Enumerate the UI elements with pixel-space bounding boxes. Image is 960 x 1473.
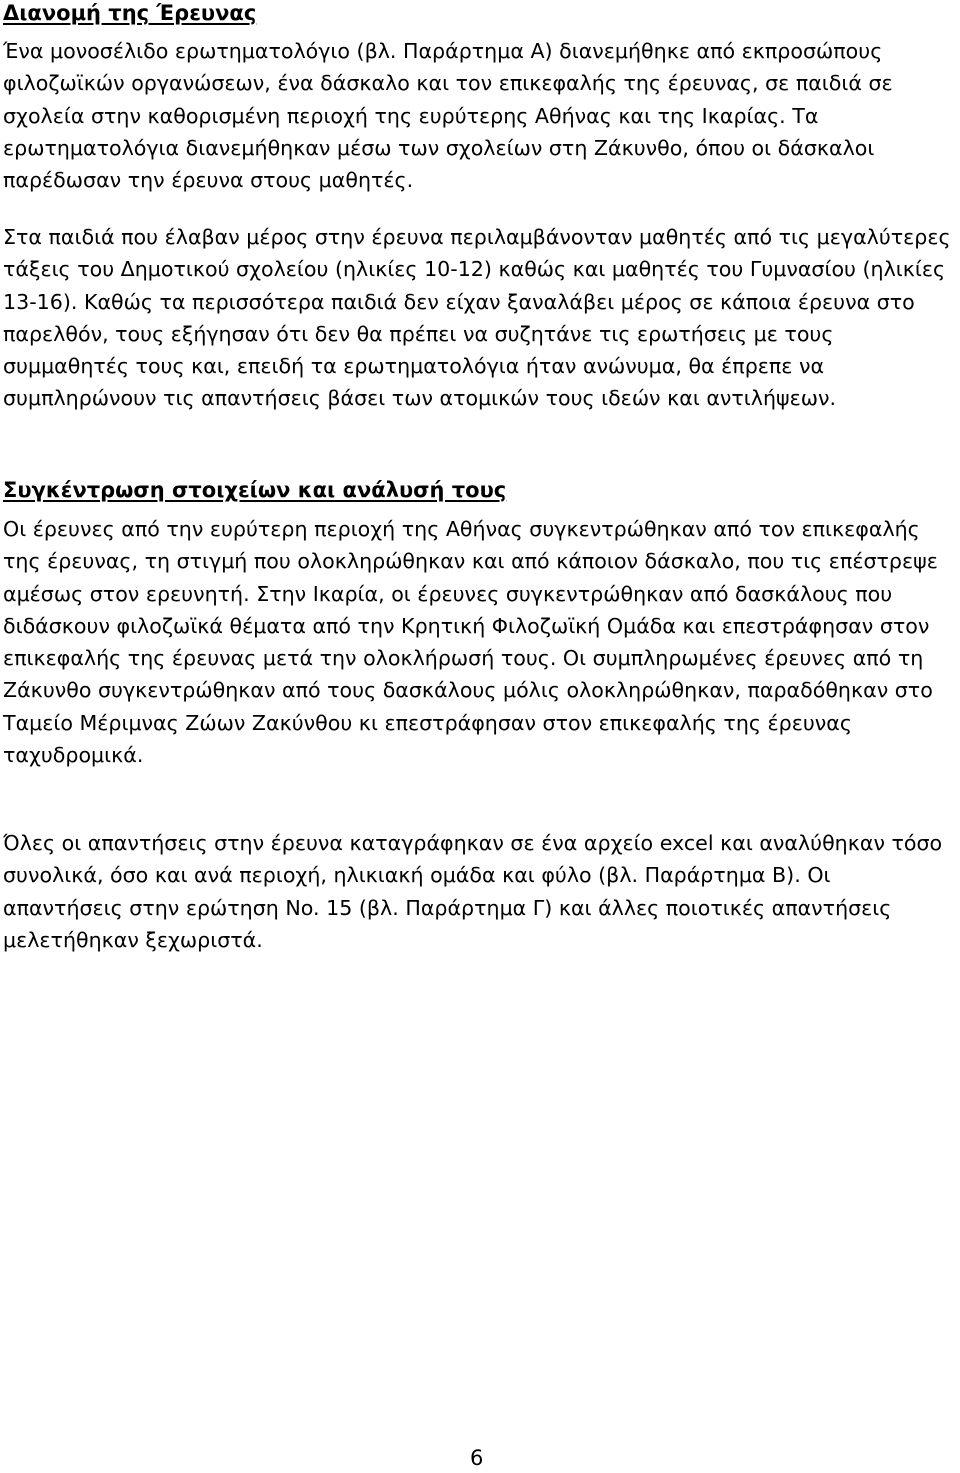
paragraph-collection-2: Όλες οι απαντήσεις στην έρευνα καταγράφηκαν σε ένα αρχείο excel και αναλύθηκαν τόσο συνολικά, όσο και ανά περιοχή, ηλικιακή ομάδα και φύλο (βλ. Παράρτημα Β). Οι απαντήσεις στην ερώτηση No. 15 (βλ. Παράρτημα Γ) και άλλες ποιοτικές απαντήσεις μελετήθηκαν ξεχωριστά.	[3, 831, 943, 952]
paragraph-distribution-1: Ένα μονοσέλιδο ερωτηματολόγιο (βλ. Παράρτημα Α) διανεμήθηκε από εκπροσώπους φιλοζωϊκών οργανώσεων, ένα δάσκαλο και τον επικεφαλής της έρευνας, σε παιδιά σε σχολεία στην καθορισμένη περιοχή της ευρύτερης Αθήνας και της Ικαρίας. Τα ερωτηματολόγια διανεμήθηκαν μέσω των σχολείων στη Ζάκυνθο, όπου οι δάσκαλοι παρέδωσαν την έρευνα στους μαθητές.	[3, 39, 893, 193]
paragraph-distribution-2: Στα παιδιά που έλαβαν μέρος στην έρευνα περιλαμβάνονταν μαθητές από τις μεγαλύτερες τάξεις του Δημοτικού σχολείου (ηλικίες 10-12) καθώς και μαθητές του Γυμνασίου (ηλικίες 13-16). Καθώς τα περισσότερα παιδιά δεν είχαν ξαναλάβει μέρος σε κάποια έρευνα στο παρελθόν, τους εξήγησαν ότι δεν θα πρέπει να συζητάνε τις ερωτήσεις με τους συμμαθητές τους και, επειδή τα ερωτηματολόγια ήταν ανώνυμα, θα έπρεπε να συμπληρώνουν τις απαντήσεις βάσει των ατομικών τους ιδεών και αντιλήψεων.	[3, 225, 951, 411]
page-number: 6	[470, 1446, 484, 1470]
paragraph-collection-1: Οι έρευνες από την ευρύτερη περιοχή της Αθήνας συγκεντρώθηκαν από τον επικεφαλής της έρευνας, τη στιγμή που ολοκληρώθηκαν και από κάποιον δάσκαλο, που τις επέστρεψε αμέσως στον ερευνητή. Στην Ικαρία, οι έρευνες συγκεντρώθηκαν από δασκάλους που διδάσκουν φιλοζωϊκά θέματα από την Κρητική Φιλοζωϊκή Ομάδα και επεστράφησαν στον επικεφαλής της έρευνας μετά την ολοκλήρωσή τους. Οι συμπληρωμένες έρευνες από τη Ζάκυνθο συγκεντρώθηκαν από τους δασκάλους μόλις ολοκληρώθηκαν, παραδόθηκαν στο Ταμείο Μέριμνας Ζώων Ζακύνθου κι επεστράφησαν στον επικεφαλής της έρευνας ταχυδρομικά.	[3, 517, 938, 768]
section-heading-collection: Συγκέντρωση στοιχείων και ανάλυσή τους	[3, 478, 507, 502]
section-heading-distribution: Διανομή της Έρευνας	[3, 1, 257, 25]
